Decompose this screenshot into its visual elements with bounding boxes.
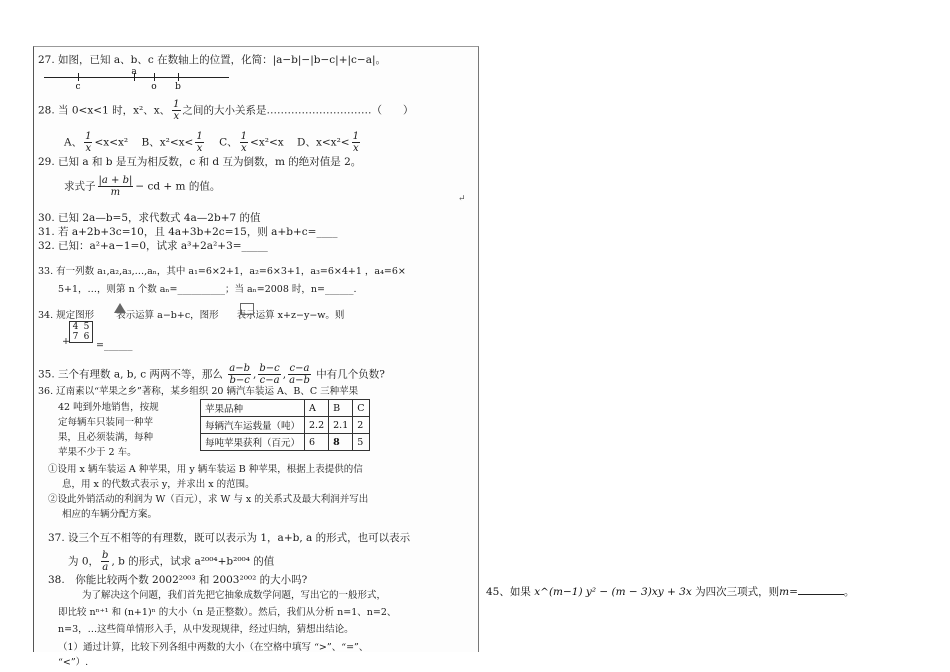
q38-line-e: （1）通过计算，比较下列各组中两数的大小（在空格中填写 “>”、“=”、 [58, 642, 369, 653]
fraction-2: $\frac{b-c}{c-a}$ [259, 363, 280, 386]
number-line [44, 67, 229, 92]
q34-tail: 表示运算 x+z−y−w。则 [236, 310, 345, 321]
question-33-line1: 33. 有一列数 a₁,a₂,a₃,…,aₙ，其中 a₁=6×2+1，a₂=6×3+1，a₃=6×4+1 ，a₄=6× [38, 266, 406, 277]
q38-line-d: n=3，…这些简单情形入手，从中发现规律，经过归纳，猜想出结论。 [58, 624, 354, 635]
q38-line-b: 为了解决这个问题，我们首先把它抽象成数学问题，写出它的一般形式， [82, 590, 387, 601]
fraction-abs-a-plus-b-over-m: $\frac{|a + b|}{m}$ [98, 175, 133, 198]
triangle-figure-icon [114, 303, 126, 313]
number-line-tick [154, 73, 155, 81]
apple-table [200, 399, 370, 451]
q38-line-c: 即比较 nⁿ⁺¹ 和 (n+1)ⁿ 的大小（n 是正整数）。然后，我们从分析 n=1、n=2、 [58, 607, 397, 618]
q45-middle: 为四次三项式，则 [695, 586, 780, 598]
q38-line-f: “<”）. [58, 657, 89, 668]
table-header-cell: A [305, 400, 329, 417]
question-45 [486, 584, 854, 599]
number-line-label-b: b [175, 82, 181, 92]
q36-left-line: 42 吨到外地销售，按规 [58, 402, 159, 413]
answer-blank[interactable] [798, 585, 844, 595]
option-a-label: A、 [64, 136, 83, 149]
question-29: 29. 已知 a 和 b 是互为相反数，c 和 d 互为倒数，m 的绝对值是 2。 [38, 156, 362, 168]
table-cell: 每辆汽车运载量（吨） [201, 417, 305, 434]
question-32: 32. 已知：a²+a−1=0，试求 a³+2a²+3=_____ [38, 240, 268, 252]
table-row [201, 417, 370, 434]
option-c-text: <x²<x [250, 136, 284, 149]
question-35: 35. 三个有理数 a, b, c 两两不等，那么 $\frac{a-b}{b-c}$ , $\frac{b-c}{c-a}$ , $\frac{c-a}{a-b}$ 中有几个负数? [38, 363, 385, 386]
question-31: 31. 若 a+2b+3c=10，且 4a+3b+2c=15，则 a+b+c=____ [38, 226, 338, 238]
paragraph-mark: ↵ [458, 194, 466, 204]
fraction-3: $\frac{c-a}{a-b}$ [289, 363, 310, 386]
q34-prefix: 34. 规定图形 [38, 310, 95, 321]
q28-stem: 28. 当 0<x<1 时，x²、x、 [38, 104, 171, 117]
option-c-label: C、 [219, 136, 238, 149]
table-header-cell: C [353, 400, 369, 417]
grid-cell: 6 [83, 332, 90, 342]
question-33-line2: 5+1，…，则第 n 个数 aₙ=__________；当 aₙ=2008 时，n=______. [58, 284, 357, 295]
q34-middle: 表示运算 a−b+c，图形 [116, 310, 219, 321]
table-cell: 2 [353, 417, 369, 434]
number-line-label-o: o [151, 82, 157, 92]
fraction-1: $\frac{a-b}{b-c}$ [229, 363, 251, 386]
number-line-tick [178, 73, 179, 81]
option-d-text: D、x<x²< [297, 136, 350, 149]
fraction-1-over-x: $\frac{1}{x}$ [240, 131, 248, 154]
q45-variable: m [779, 586, 790, 598]
grid-cell: 4 [72, 322, 79, 332]
q36-left-line: 苹果不少于 2 车。 [58, 447, 137, 458]
q45-equals: = [789, 586, 798, 598]
q29-tail: − cd + m 的值。 [135, 180, 221, 193]
q37-tail: , b 的形式，试求 a²⁰⁰⁴+b²⁰⁰⁴ 的值 [111, 555, 275, 568]
fraction-1-over-x: $\frac{1}{x}$ [85, 131, 92, 154]
square-figure-icon [240, 303, 254, 315]
q37-prefix: 为 0， [68, 555, 100, 568]
q36-left-line: 定每辆车只装同一种苹 [58, 417, 154, 428]
fraction-1-over-x: $\frac{1}{x}$ [352, 131, 359, 154]
table-cell: 5 [353, 434, 369, 451]
q36-part1-line1: ①设用 x 辆车装运 A 种苹果，用 y 辆车装运 B 种苹果，根据上表提供的信 [48, 464, 363, 475]
question-37: 37. 设三个互不相等的有理数，既可以表示为 1，a+b, a 的形式，也可以表示 [48, 532, 411, 544]
fraction-b-over-a: $\frac{b}{a}$ [102, 550, 109, 573]
q34-grid [69, 321, 93, 343]
q36-left-line: 果，且必须装满，每种 [58, 432, 154, 443]
q37-second-line [68, 550, 274, 573]
question-30: 30. 已知 2a—b=5，求代数式 4a—2b+7 的值 [38, 212, 261, 224]
q35-tail: 中有几个负数? [316, 368, 385, 381]
question-36: 36. 辽南素以“苹果之乡”著称，某乡组织 20 辆汽车装运 A、B、C 三种苹果 [38, 386, 359, 397]
table-cell: 8 [329, 434, 353, 451]
q28-options [64, 131, 362, 154]
q29-prefix: 求式子 [64, 180, 96, 193]
number-line-label-c: c [75, 82, 81, 92]
number-line-tick [78, 73, 79, 81]
fraction-1-over-x: $\frac{1}{x}$ [196, 131, 203, 154]
q29-expression [64, 175, 220, 198]
scanned-worksheet [33, 46, 479, 668]
question-27: 27. 如图，已知 a、b、c 在数轴上的位置，化简：|a−b|−|b−c|+|c−a|。 [38, 54, 387, 66]
number-line-label-a: a [131, 67, 137, 77]
option-a-text: <x<x² [94, 136, 129, 149]
table-header-cell: 苹果品种 [201, 400, 305, 417]
q45-prefix: 45、如果 [486, 586, 531, 598]
table-row [201, 434, 370, 451]
q36-part2-line2: 相应的车辆分配方案。 [62, 509, 158, 520]
grid-cell: 5 [83, 322, 90, 332]
fraction-1-over-x: $\frac{1}{x}$ [173, 99, 180, 122]
table-cell: 2.2 [305, 417, 329, 434]
table-cell: 2.1 [329, 417, 353, 434]
table-cell: 每吨苹果获利（百元） [201, 434, 305, 451]
grid-cell: 7 [72, 332, 79, 342]
q35-prefix: 35. 三个有理数 a, b, c 两两不等，那么 [38, 368, 223, 381]
q34-blank: =______ [96, 340, 133, 351]
question-38: 38. 你能比较两个数 2002²⁰⁰³ 和 2003²⁰⁰² 的大小吗? [48, 574, 308, 586]
q45-expression: x^(m−1) y² − (m − 3)xy + 3x [534, 586, 692, 598]
option-b-text: B、x²<x< [141, 136, 194, 149]
table-cell: 6 [305, 434, 329, 451]
table-header-row [201, 400, 370, 417]
q36-part2-line1: ②设此外销活动的利润为 W（百元），求 W 与 x 的关系式及最大利润并写出 [48, 494, 369, 505]
q36-part1-line2: 息，用 x 的代数式表示 y，并求出 x 的范围。 [62, 479, 255, 490]
q34-plus: + [62, 336, 70, 347]
table-header-cell: B [329, 400, 353, 417]
question-28 [38, 99, 414, 122]
q45-end: 。 [843, 586, 855, 598]
q28-tail: 之间的大小关系是…………………………（ ） [182, 104, 414, 117]
